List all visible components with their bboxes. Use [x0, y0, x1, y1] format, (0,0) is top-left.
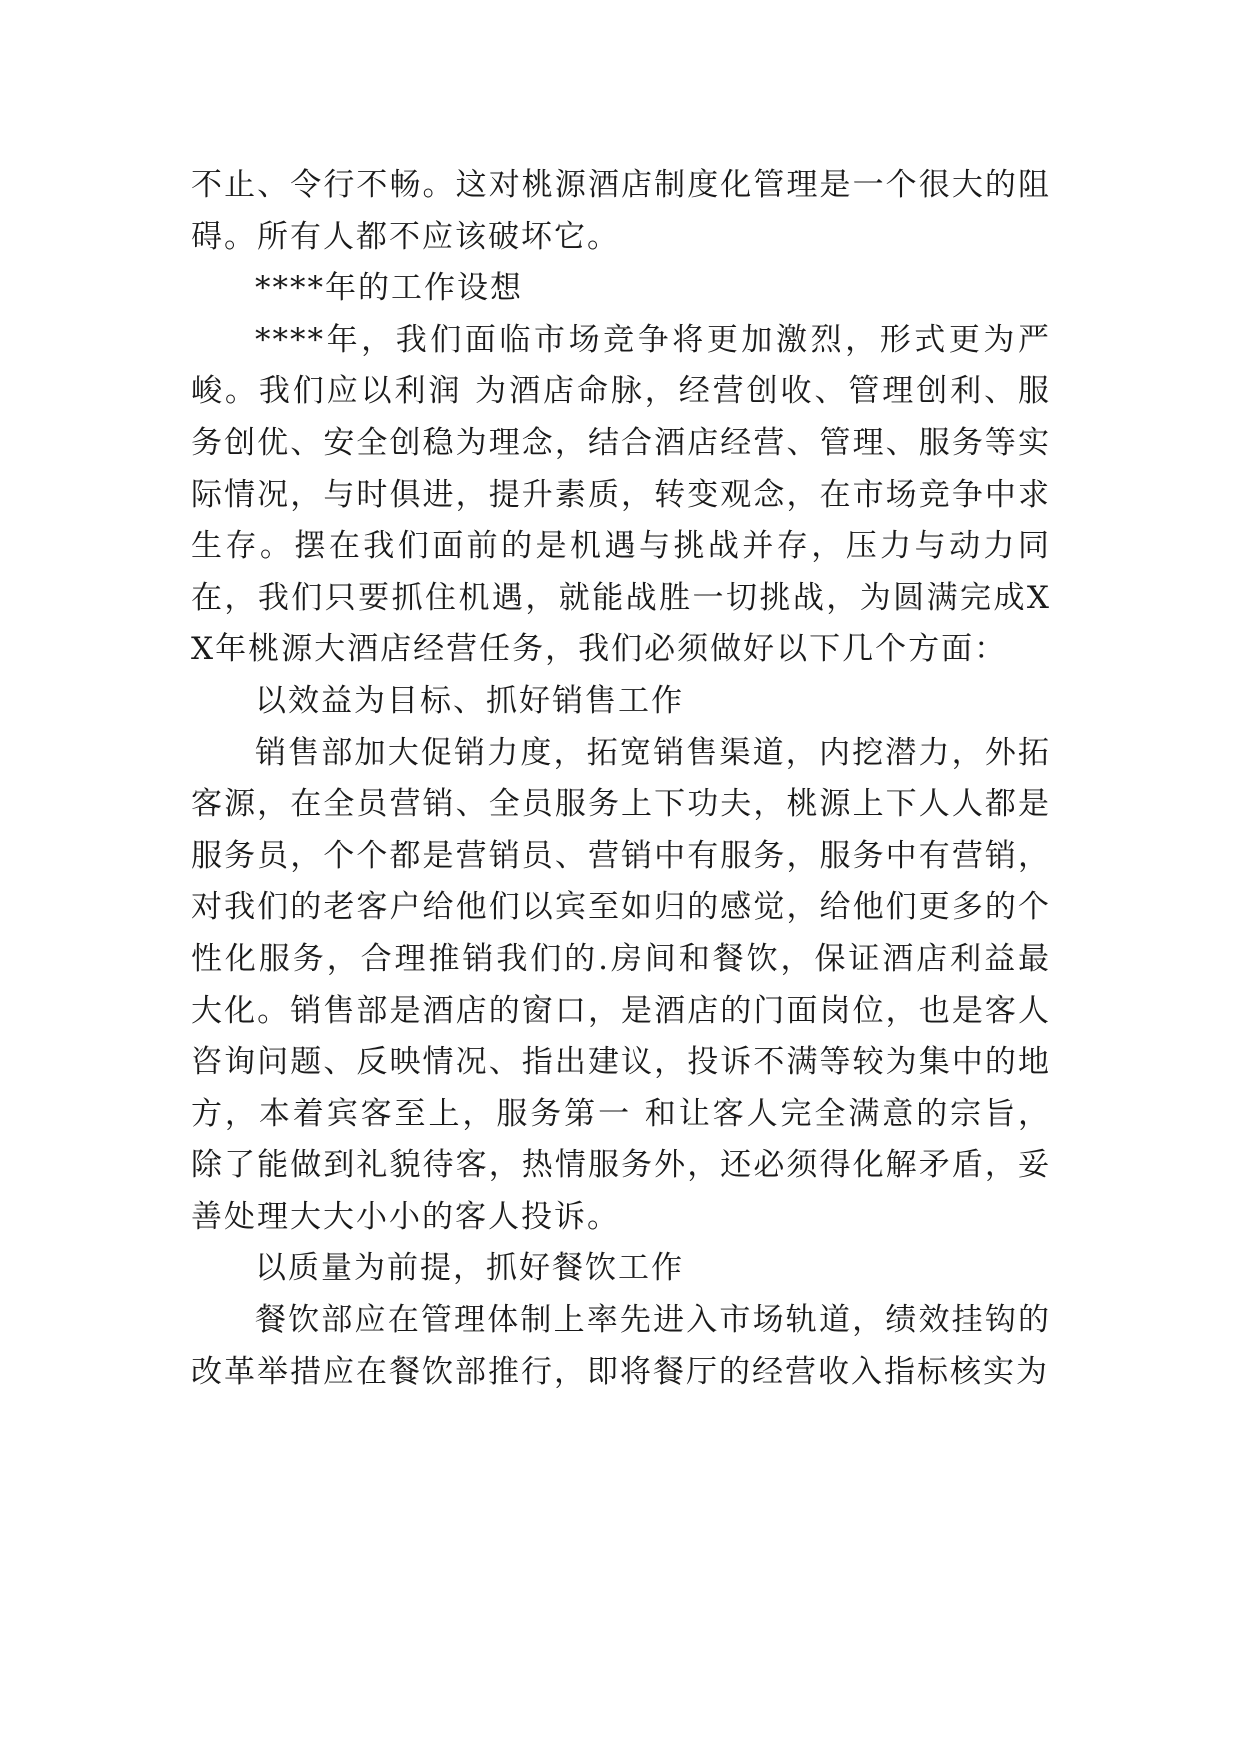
paragraph-catering: 餐饮部应在管理体制上率先进入市场轨道，绩效挂钩的改革举措应在餐饮部推行，即将餐厅的经营收入指标核实为 — [191, 1302, 1051, 1390]
section-heading-sales: 以效益为目标、抓好销售工作 — [255, 682, 684, 719]
paragraph-sales: 销售部加大促销力度，拓宽销售渠道，内挖潜力，外拓客源，在全员营销、全员服务上下功夫，桃源上下人人都是服务员，个个都是营销员、营销中有服务，服务中有营销，对我们的老客户给他们以宾至如归的感觉，给他们更多的个性化服务，合理推销我们的.房间和餐饮，保证酒店利益最大化。销售部是酒店的窗口，是酒店的门面岗位，也是客人咨询问题、反映情况、指出建议，投诉不满等较为集中的地方，本着宾客至上，服务第一 和让客人完全满意的宗旨，除了能做到礼貌待客，热情服务外，还必须得化解矛盾，妥善处理大大小小的客人投诉。 — [191, 734, 1051, 1235]
paragraph-work-plan-intro: ****年，我们面临市场竞争将更加激烈，形式更为严峻。我们应以利润 为酒店命脉，经营创收、管理创利、服务创优、安全创稳为理念，结合酒店经营、管理、服务等实际情况，与时俱进，提升素质，转变观念，在市场竞争中求生存。摆在我们面前的是机遇与挑战并存，压力与动力同在，我们只要抓住机遇，就能战胜一切挑战，为圆满完成XX年桃源大酒店经营任务，我们必须做好以下几个方面： — [191, 321, 1051, 668]
paragraph-continuation: 不止、令行不畅。这对桃源酒店制度化管理是一个很大的阻碍。所有人都不应该破坏它。 — [191, 167, 1051, 255]
section-heading-catering: 以质量为前提，抓好餐饮工作 — [255, 1250, 684, 1287]
document-body — [191, 160, 1051, 1398]
section-heading-work-plan: ****年的工作设想 — [255, 270, 523, 307]
